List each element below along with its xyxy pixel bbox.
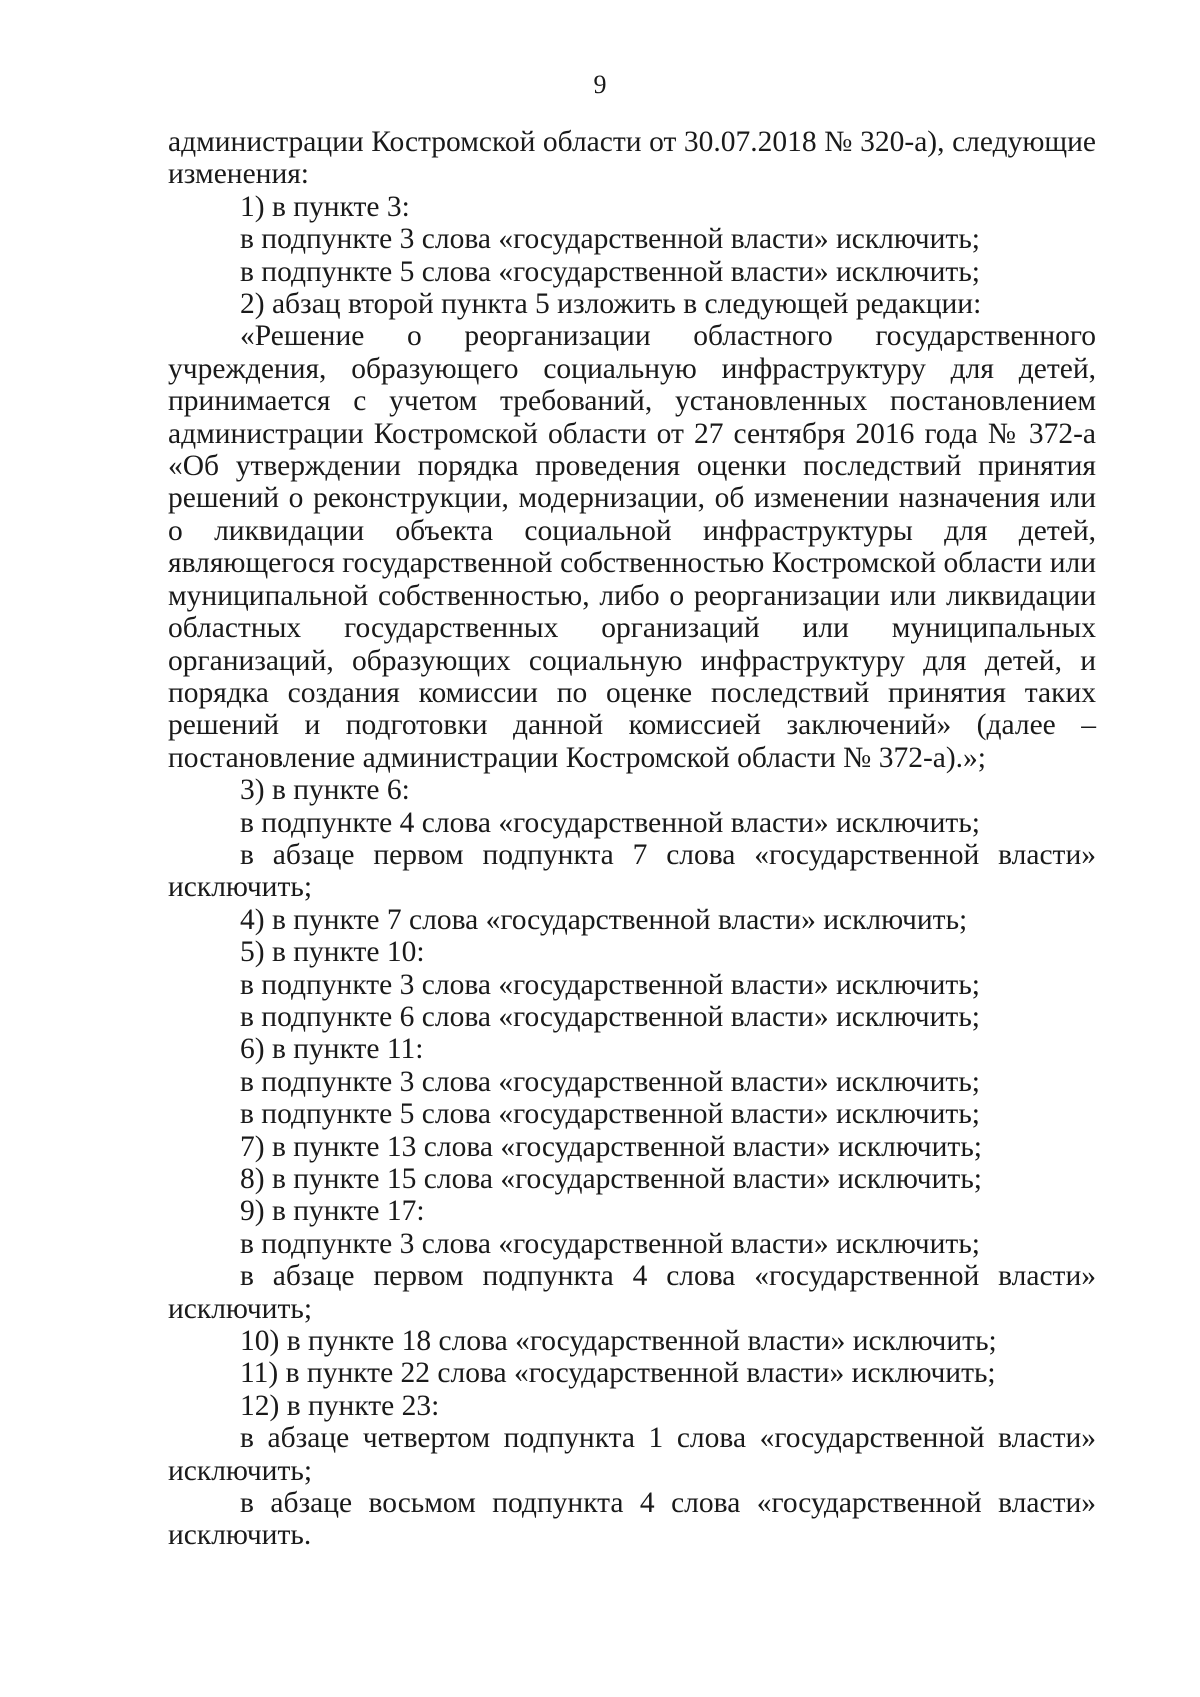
paragraph-item-4: 4) в пункте 7 слова «государственной власти» исключить;: [240, 903, 968, 936]
document-body: [168, 126, 1096, 1552]
paragraph: в абзаце четвертом подпункта 1 слова «государственной власти» исключить;: [168, 1422, 1096, 1487]
paragraph-continuation: администрации Костромской области от 30.07.2018 № 320-а), следующие изменения:: [168, 126, 1096, 191]
paragraph: в подпункте 3 слова «государственной власти» исключить;: [240, 1227, 980, 1260]
paragraph: в подпункте 3 слова «государственной власти» исключить;: [240, 1065, 980, 1098]
paragraph-item-7: 7) в пункте 13 слова «государственной власти» исключить;: [240, 1130, 982, 1163]
paragraph: в подпункте 3 слова «государственной власти» исключить;: [240, 968, 980, 1001]
paragraph-item-9: 9) в пункте 17:: [240, 1195, 425, 1228]
paragraph-item-2: 2) абзац второй пункта 5 изложить в следующей редакции:: [240, 288, 982, 321]
paragraph-item-11: 11) в пункте 22 слова «государственной власти» исключить;: [240, 1357, 996, 1390]
paragraph: в абзаце первом подпункта 4 слова «государственной власти» исключить;: [168, 1260, 1096, 1325]
paragraph: в абзаце восьмом подпункта 4 слова «государственной власти» исключить.: [168, 1487, 1096, 1552]
paragraph-quoted-text: «Решение о реорганизации областного государственного учреждения, образующего социальную инфраструктуру для детей, принимается с учетом требований, установленных постановлением администрации Костромской области от 27 сентября 2016 года № 372-а «Об утверждении порядка проведения оценки последствий принятия решений о реконструкции, модернизации, об изменении назначения или о ликвидации объекта социальной инфраструктуры для детей, являющегося государственной собственностью Костромской области или муниципальной собственностью, либо о реорганизации или ликвидации областных государственных организаций или муниципальных организаций, образующих социальную инфраструктуру для детей, и порядка создания комиссии по оценке последствий принятия таких решений и подготовки данной комиссией заключений» (далее – постановление администрации Костромской области № 372-а).»;: [168, 320, 1096, 774]
paragraph: в подпункте 6 слова «государственной власти» исключить;: [240, 1000, 980, 1033]
paragraph: в подпункте 4 слова «государственной власти» исключить;: [240, 806, 980, 839]
paragraph-item-3: 3) в пункте 6:: [240, 774, 410, 807]
paragraph: в абзаце первом подпункта 7 слова «государственной власти» исключить;: [168, 838, 1096, 904]
page-number: 9: [593, 70, 607, 99]
paragraph: в подпункте 5 слова «государственной власти» исключить;: [240, 1098, 980, 1131]
paragraph-item-10: 10) в пункте 18 слова «государственной власти» исключить;: [240, 1325, 997, 1358]
paragraph: в подпункте 5 слова «государственной власти» исключить;: [240, 255, 980, 288]
paragraph-item-1: 1) в пункте 3:: [240, 190, 410, 223]
paragraph-item-8: 8) в пункте 15 слова «государственной власти» исключить;: [240, 1163, 982, 1195]
paragraph: в подпункте 3 слова «государственной власти» исключить;: [240, 223, 980, 256]
paragraph-item-12: 12) в пункте 23:: [240, 1389, 440, 1422]
paragraph-item-5: 5) в пункте 10:: [240, 936, 425, 969]
paragraph-item-6: 6) в пункте 11:: [240, 1033, 424, 1066]
